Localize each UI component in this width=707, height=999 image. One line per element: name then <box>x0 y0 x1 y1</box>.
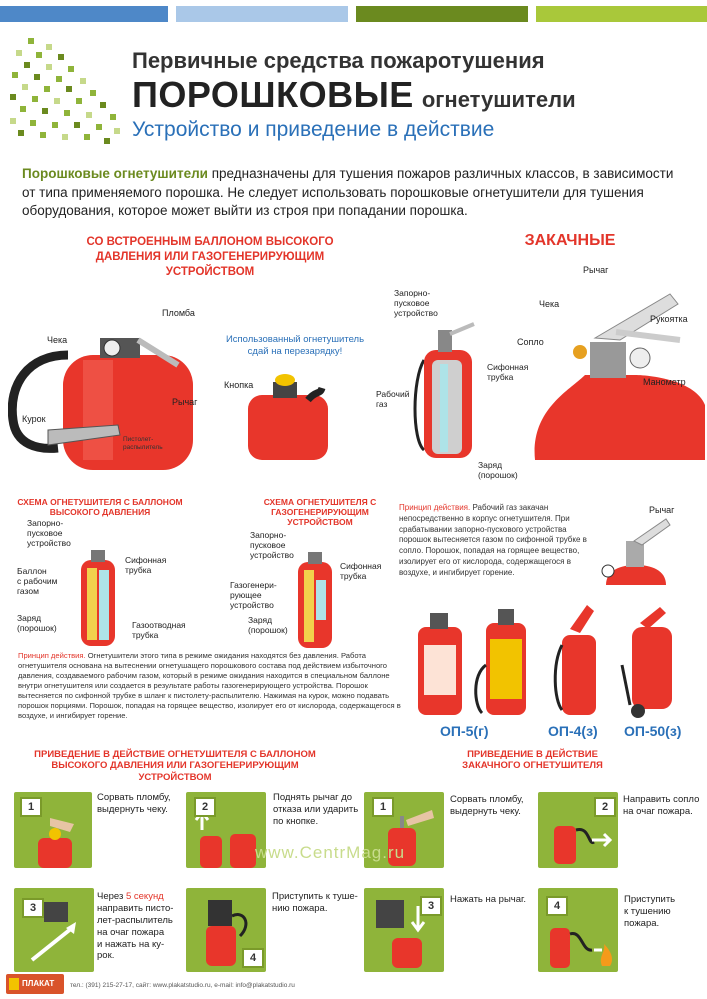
right-principle <box>399 503 599 579</box>
scheme2-zpu: Запорно- пусковое устройство <box>250 530 294 560</box>
step-left-2-number: 2 <box>194 797 216 817</box>
scheme1-sifon: Сифонная трубка <box>125 555 167 575</box>
steps-right-heading: ПРИВЕДЕНИЕ В ДЕЙСТВИЕ ЗАКАЧНОГО ОГНЕТУШИТЕЛЯ <box>462 749 603 772</box>
scheme1-gazotvod: Газоотводная трубка <box>132 620 186 640</box>
intro-paragraph <box>22 165 687 221</box>
watermark: www.CentrMag.ru <box>255 843 406 862</box>
right-section-heading: ЗАКАЧНЫЕ <box>524 232 616 249</box>
label-kurok: Курок <box>22 414 46 424</box>
header-subtitle: Устройство и приведение в действие <box>132 118 495 141</box>
header-line1: Первичные средства пожаротушения <box>132 48 545 73</box>
step-right-4-number: 4 <box>546 896 568 916</box>
step-left-1-number: 1 <box>20 797 42 817</box>
extinguisher-high-pressure-illustration <box>8 300 228 470</box>
model-op50: ОП-50(з) <box>624 723 682 739</box>
right-label-zaryad: Заряд (порошок) <box>478 460 518 480</box>
top-bar-darkgreen <box>356 6 528 22</box>
header-line2 <box>132 74 576 116</box>
label-cheka-left: Чека <box>47 335 68 345</box>
right-label-rukoyatka: Рукоятка <box>650 314 688 324</box>
right-label-sifon: Сифонная трубка <box>487 362 529 382</box>
left-principle <box>18 651 403 721</box>
extinguisher-models-illustration <box>412 605 702 720</box>
right-label-rychag: Рычаг <box>583 265 609 275</box>
scheme2-title: СХЕМА ОГНЕТУШИТЕЛЯ С ГАЗОГЕНЕРИРУЮЩИМ УСТРОЙСТВОМ <box>263 497 377 528</box>
step-left-3-rest: направить писто- лет-распылитель на очаг пожара и нажать на ку- рок. <box>97 902 174 962</box>
header-small-title: огнетушители <box>421 87 576 112</box>
right-label-cheka: Чека <box>539 299 560 309</box>
logo-square-icon <box>9 978 19 990</box>
right-label-rabgaz: Рабочий газ <box>376 389 410 409</box>
scheme1-zaryad: Заряд (порошок) <box>17 613 57 633</box>
right-principle-label: Принцип действия. <box>399 503 471 512</box>
model-op4: ОП-4(з) <box>548 723 598 739</box>
left-principle-label: Принцип действия. <box>18 651 86 660</box>
footer-logo-text: ПЛАКАТ <box>22 979 55 988</box>
label-rychag-left: Рычаг <box>172 397 198 407</box>
hand-pin-icon <box>30 814 80 868</box>
footer-contacts: тел.: (391) 215-27-17, сайт: www.plakatstudio.ru, e-mail: info@plakatstudio.ru <box>70 982 295 989</box>
intro-highlight: Порошковые огнетушители <box>22 166 208 181</box>
label-pistolet: Пистолет- распылитель <box>123 436 163 452</box>
right-principle-text: Рабочий газ закачан непосредственно в корпус огнетушителя. При срабатывании запорно-пускового устройства порошок вытесняется газом по сифонной трубке в сопло. Порошок, попадая на горящее вещество, изолирует его от кислорода, содержащегося в воздухе, и ингибирует горение. <box>399 503 587 577</box>
left-section-heading: СО ВСТРОЕННЫМ БАЛЛОНОМ ВЫСОКОГО ДАВЛЕНИЯ ИЛИ ГАЗОГЕНЕРИРУЮЩИМ УСТРОЙСТВОМ <box>86 236 334 278</box>
header-big-title: ПОРОШКОВЫЕ <box>132 74 414 115</box>
label-knopka: Кнопка <box>224 380 254 390</box>
step-right-2-text: Направить сопло на очаг пожара. <box>623 794 700 817</box>
intro-text: предназначены для тушения пожаров различных классов, в зависимости от типа применяемого порошка. Не следует использовать порошковые огнетушители для тушения оборудования, которое может выйти из строя при попадании порошка. <box>22 166 674 219</box>
right-label-soplo: Сопло <box>517 337 544 347</box>
scheme2-illustration <box>292 550 342 650</box>
step-right-1-number: 1 <box>372 797 394 817</box>
step-left-4-text: Приступить к туше- нию пожара. <box>272 891 358 914</box>
step-right-3-text: Нажать на рычаг. <box>450 894 526 905</box>
scheme1-title: СХЕМА ОГНЕТУШИТЕЛЯ С БАЛЛОНОМ ВЫСОКОГО ДАВЛЕНИЯ <box>17 497 183 518</box>
scheme1-zpu: Запорно- пусковое устройство <box>27 518 71 548</box>
scheme2-sifon: Сифонная трубка <box>340 561 382 581</box>
footer-logo <box>6 974 64 994</box>
right-label-rychag2: Рычаг <box>649 505 675 515</box>
stored-pressure-scheme-illustration <box>410 320 480 460</box>
valve-illustration <box>596 505 676 585</box>
step-left-3-highlight: 5 секунд <box>125 891 164 902</box>
step-left-4-number: 4 <box>242 948 264 968</box>
step-left-2-text: Поднять рычаг до отказа или ударить по кнопке. <box>273 792 359 827</box>
top-bar-green <box>536 6 707 22</box>
step-left-3-number: 3 <box>22 898 44 918</box>
steps-left-heading: ПРИВЕДЕНИЕ В ДЕЙСТВИЕ ОГНЕТУШИТЕЛЯ С БАЛЛОНОМ ВЫСОКОГО ДАВЛЕНИЯ ИЛИ ГАЗОГЕНЕРИРУЮЩИМ УСТРОЙСТВОМ <box>34 749 316 783</box>
left-principle-text: Огнетушители этого типа в режиме ожидания находятся без давления. Работа огнетушителя основана на вытеснении огнетушащего порошкового состава под действием избыточного давления, создаваемого рабочим газом, который в режиме ожидания находится в специальном баллоне внутри огнетушителя или создается в результате работы газогенерирующего устройства. Порошок вытесняется по сифонной трубке в шланг к пистолету-распылителю. Нажимая на курок, можно подавать порошок порциями. Порошок, попадая на горящее вещество, изолирует его от кислорода, содержащегося в воздухе, и ингибирует горение. <box>18 651 401 721</box>
step-left-3-prefix: Через <box>97 891 126 902</box>
right-label-zpu: Запорно- пусковое устройство <box>394 288 438 318</box>
label-plomba-left: Пломба <box>162 308 195 318</box>
step-left-3-text <box>97 891 173 962</box>
step-right-1-text: Сорвать пломбу, выдернуть чеку. <box>450 794 524 817</box>
step-left-1-text: Сорвать пломбу, выдернуть чеку. <box>97 792 171 815</box>
top-bar-blue <box>0 6 168 22</box>
scheme1-illustration <box>75 548 125 648</box>
recharge-note: Использованный огнетушитель сдай на перезарядку! <box>225 334 365 357</box>
right-label-manometr: Манометр <box>643 377 686 387</box>
scheme1-ballon: Баллон с рабочим газом <box>17 566 58 596</box>
step-right-3-number: 3 <box>420 896 442 916</box>
model-op5: ОП-5(г) <box>440 723 489 739</box>
step-right-4-text: Приступить к тушению пожара. <box>624 894 676 929</box>
top-bar-lightblue <box>176 6 348 22</box>
scheme2-zaryad: Заряд (порошок) <box>248 615 288 635</box>
mosaic-logo <box>6 36 124 148</box>
scheme2-gazogen: Газогенери- рующее устройство <box>230 580 277 610</box>
step-right-2-number: 2 <box>594 797 616 817</box>
extinguish-fire-icon <box>542 908 616 970</box>
lever-arrow-icon <box>192 810 262 868</box>
